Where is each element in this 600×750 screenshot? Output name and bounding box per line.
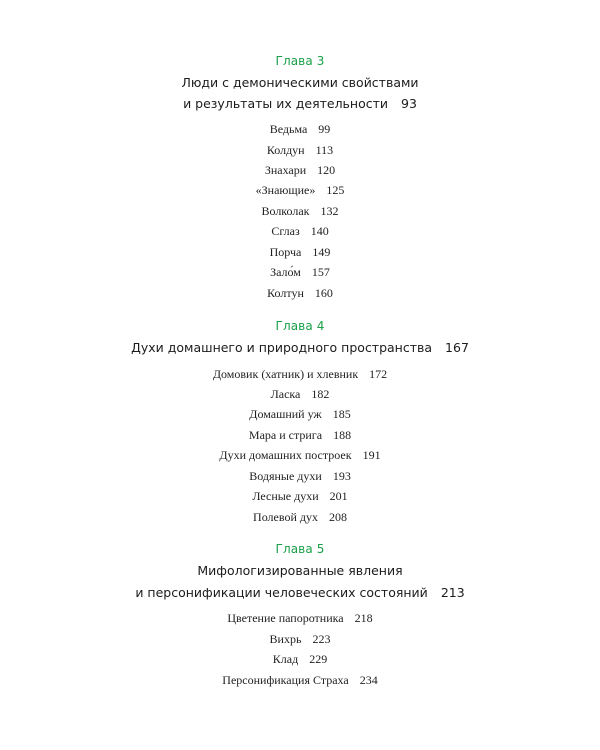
- toc-entry-page: 234: [359, 673, 378, 687]
- toc-entry-title: Домашний уж: [249, 407, 322, 421]
- toc-entry[interactable]: [0, 183, 600, 198]
- toc-entry-title: «Знающие»: [255, 183, 316, 197]
- toc-entry-title: Персонификация Страха: [222, 673, 349, 687]
- chapter-3-page-number: 93: [401, 96, 417, 111]
- chapter-3-title-text-1: Люди с демоническими свойствами: [181, 75, 419, 90]
- toc-entry-page: 223: [312, 632, 331, 646]
- chapter-4-page-number: 167: [445, 340, 469, 355]
- chapter-5-title-line-2: [0, 585, 600, 600]
- toc-entry-page: 120: [317, 163, 336, 177]
- toc-entry[interactable]: [0, 428, 600, 443]
- toc-entry[interactable]: [0, 510, 600, 525]
- chapter-3-title-text-2: и результаты их деятельности: [183, 96, 389, 111]
- toc-entry-page: 218: [354, 611, 373, 625]
- toc-entry-page: 188: [333, 428, 352, 442]
- chapter-5-title-text-1: Мифологизированные явления: [197, 563, 403, 578]
- toc-entry-page: 191: [362, 448, 381, 462]
- toc-entry-title: Колдун: [266, 143, 305, 157]
- toc-entry-title: Духи домашних построек: [219, 448, 352, 462]
- chapter-4-title-text-1: Духи домашнего и природного пространства: [131, 340, 433, 355]
- toc-entry[interactable]: [0, 673, 600, 688]
- toc-entry-page: 113: [315, 143, 334, 157]
- chapter-3-label: Глава 3: [275, 54, 325, 68]
- toc-entry[interactable]: [0, 143, 600, 158]
- toc-entry[interactable]: [0, 652, 600, 667]
- toc-entry-title: Ласка: [270, 387, 301, 401]
- toc-entry-page: 185: [332, 407, 351, 421]
- toc-entry-title: Цветение папоротника: [227, 611, 344, 625]
- toc-entry-title: Знахари: [264, 163, 307, 177]
- chapter-3-title-line-1: [0, 75, 600, 90]
- chapter-3-title-line-2: [0, 96, 600, 111]
- chapter-5-page-number: 213: [440, 585, 465, 600]
- toc-entry[interactable]: [0, 469, 600, 484]
- chapter-4-title-line-1: [0, 340, 600, 355]
- chapter-5-label: Глава 5: [275, 542, 325, 556]
- toc-entry[interactable]: [0, 611, 600, 626]
- toc-entry-title: Колтун: [267, 286, 304, 300]
- toc-entry-page: 125: [326, 183, 345, 197]
- toc-entry-title: Мара и стрига: [248, 428, 323, 442]
- toc-entry-page: 201: [329, 489, 348, 503]
- toc-entry-title: Водяные духи: [249, 469, 322, 483]
- toc-entry[interactable]: [0, 265, 600, 280]
- toc-entry[interactable]: [0, 387, 600, 402]
- toc-entry[interactable]: [0, 122, 600, 137]
- toc-entry-page: 149: [312, 245, 331, 259]
- toc-entry-title: Клад: [272, 652, 299, 666]
- toc-entry-page: 172: [369, 367, 388, 381]
- chapter-5-title-line-1: [0, 563, 600, 578]
- toc-entry-page: 132: [320, 204, 339, 218]
- toc-entry-title: Волколак: [261, 204, 310, 218]
- toc-entry-page: 140: [310, 224, 329, 238]
- chapter-5-title-text-2: и персонификации человеческих состояний: [135, 585, 428, 600]
- toc-entry-title: Зало́м: [270, 265, 301, 279]
- toc-entry-page: 229: [309, 652, 328, 666]
- toc-entry[interactable]: [0, 204, 600, 219]
- toc-entry-page: 193: [332, 469, 351, 483]
- toc-entry-title: Вихрь: [269, 632, 302, 646]
- toc-entry[interactable]: [0, 489, 600, 504]
- toc-entry-title: Порча: [269, 245, 302, 259]
- toc-entry[interactable]: [0, 245, 600, 260]
- toc-entry-title: Домовик (хатник) и хлевник: [212, 367, 359, 381]
- toc-entry-title: Полевой дух: [253, 510, 318, 524]
- toc-entry-title: Сглаз: [271, 224, 300, 238]
- toc-entry-page: 157: [311, 265, 330, 279]
- toc-entry-page: 160: [314, 286, 333, 300]
- toc-entry-page: 208: [328, 510, 347, 524]
- toc-entry-page: 99: [318, 122, 331, 136]
- chapter-4-label: Глава 4: [275, 319, 325, 333]
- toc-entry-page: 182: [311, 387, 330, 401]
- toc-entry[interactable]: [0, 163, 600, 178]
- toc-entry-title: Ведьма: [269, 122, 308, 136]
- toc-entry[interactable]: [0, 224, 600, 239]
- toc-entry-title: Лесные духи: [252, 489, 319, 503]
- toc-entry[interactable]: [0, 632, 600, 647]
- toc-entry[interactable]: [0, 367, 600, 382]
- toc-entry[interactable]: [0, 407, 600, 422]
- toc-entry[interactable]: [0, 286, 600, 301]
- toc-entry[interactable]: [0, 448, 600, 463]
